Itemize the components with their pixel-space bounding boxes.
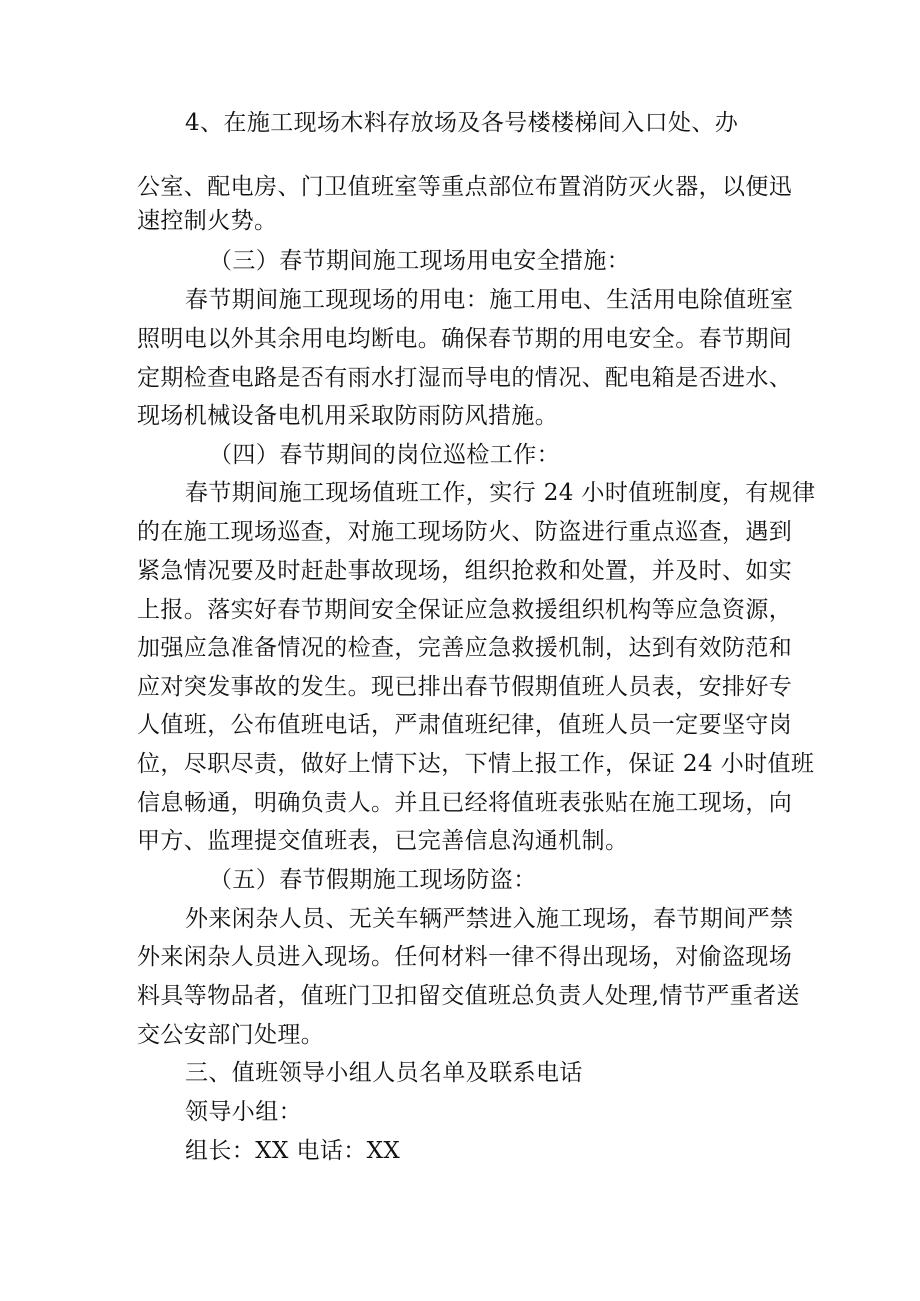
paragraph-line: 4、在施工现场木料存放场及各号楼楼梯间入口处、办 — [185, 110, 739, 136]
section-heading: （五）春节假期施工现场防盗： — [209, 867, 537, 893]
paragraph-line: 应对突发事故的发生。现已排出春节假期值班人员表，安排好专 — [137, 674, 793, 700]
section-heading: （四）春节期间的岗位巡检工作： — [209, 442, 560, 468]
paragraph-line: 甲方、监理提交值班表，已完善信息沟通机制。 — [137, 828, 629, 854]
paragraph-line: 照明电以外其余用电均断电。确保春节期的用电安全。春节期间 — [137, 326, 793, 352]
paragraph-line: 春节期间施工现现场的用电：施工用电、生活用电除值班室 — [185, 287, 794, 313]
section-heading: 三、值班领导小组人员名单及联系电话 — [185, 1060, 583, 1086]
paragraph-line: 信息畅通，明确负责人。并且已经将值班表张贴在施工现场，向 — [137, 790, 793, 816]
paragraph-line: 的在施工现场巡查，对施工现场防火、防盗进行重点巡查，遇到 — [137, 519, 793, 545]
section-heading: （三）春节期间施工现场用电安全措施： — [209, 248, 631, 274]
paragraph-line: 外来闲杂人员、无关车辆严禁进入施工现场，春节期间严禁 — [185, 906, 794, 932]
paragraph-line: 定期检查电路是否有雨水打湿而导电的情况、配电箱是否进水、 — [137, 365, 793, 391]
paragraph-line: 春节期间施工现场值班工作，实行 24 小时值班制度，有规律 — [185, 480, 816, 506]
paragraph-line: 公室、配电房、门卫值班室等重点部位布置消防灭火器，以便迅 — [137, 174, 793, 200]
paragraph-line: 现场机械设备电机用采取防雨防风措施。 — [137, 403, 559, 429]
paragraph-line: 组长：XX 电话：XX — [185, 1138, 401, 1164]
paragraph-line: 上报。落实好春节期间安全保证应急救援组织机构等应急资源， — [137, 597, 793, 623]
paragraph-line: 外来闲杂人员进入现场。任何材料一律不得出现场，对偷盗现场 — [137, 944, 793, 970]
paragraph-line: 位，尽职尽责，做好上情下达，下情上报工作，保证 24 小时值班 — [137, 751, 815, 777]
paragraph-line: 紧急情况要及时赶赴事故现场，组织抢救和处置，并及时、如实 — [137, 558, 793, 584]
paragraph-line: 人值班，公布值班电话，严肃值班纪律，值班人员一定要坚守岗 — [137, 712, 793, 738]
paragraph-line: 交公安部门处理。 — [137, 1022, 325, 1048]
paragraph-line: 领导小组： — [185, 1099, 302, 1125]
paragraph-line: 加强应急准备情况的检查，完善应急救援机制，达到有效防范和 — [137, 635, 793, 661]
paragraph-line: 速控制火势。 — [137, 208, 278, 234]
paragraph-line: 料具等物品者，值班门卫扣留交值班总负责人处理,情节严重者送 — [137, 983, 800, 1009]
